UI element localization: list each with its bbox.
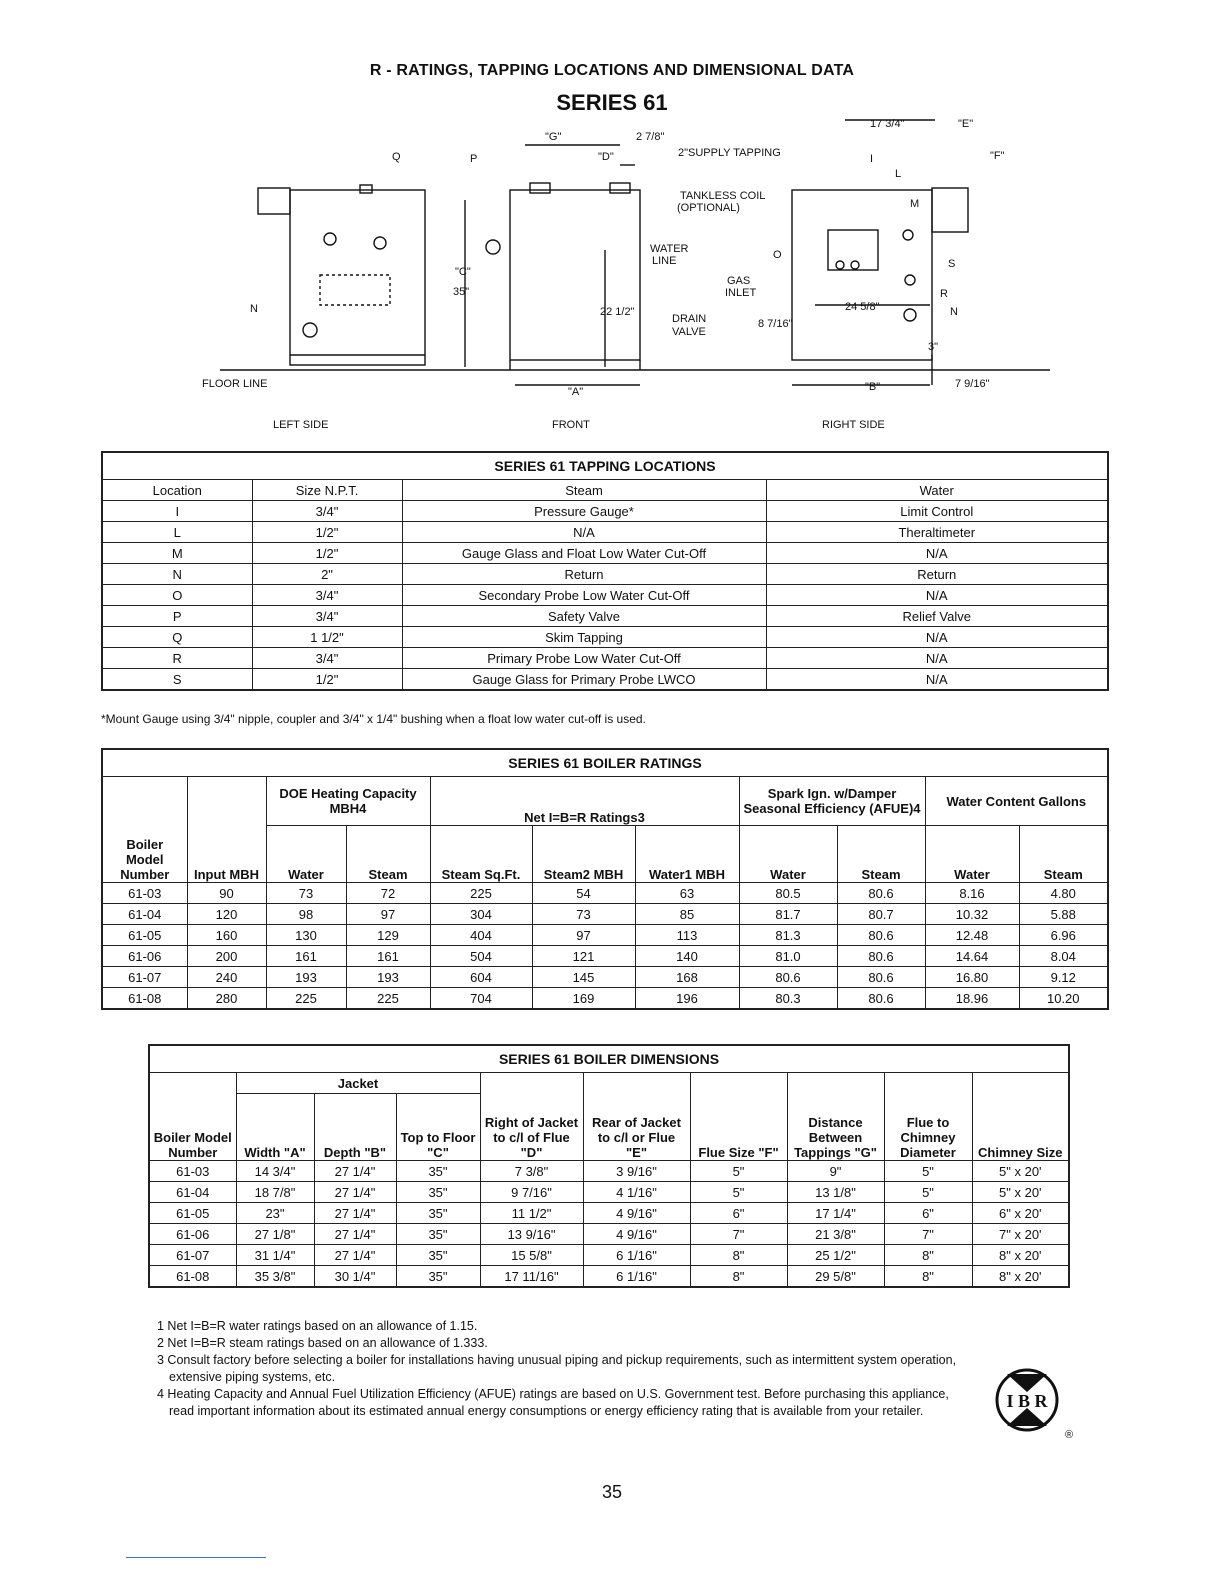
tapping-cell: 1 1/2" <box>252 627 402 648</box>
dim-a: "A" <box>568 386 584 398</box>
dimensions-cell: 61-07 <box>149 1245 236 1266</box>
dim-header-rear: Rear of Jacket to c/l or Flue "E" <box>583 1073 690 1161</box>
ratings-group-doe: DOE Heating Capacity MBH4 <box>266 777 430 826</box>
tankless-coil-label: TANKLESS COIL <box>680 190 766 202</box>
dimensions-caption: SERIES 61 BOILER DIMENSIONS <box>149 1045 1069 1073</box>
dimensions-cell: 15 5/8" <box>480 1245 583 1266</box>
dimensions-cell: 11 1/2" <box>480 1203 583 1224</box>
ratings-cell: 73 <box>532 904 635 925</box>
dimensions-cell: 5" <box>884 1161 972 1182</box>
dim-header-width: Width "A" <box>236 1094 314 1161</box>
tapping-row <box>102 501 1108 522</box>
tapping-row <box>102 564 1108 585</box>
tapping-cell: Primary Probe Low Water Cut-Off <box>402 648 766 669</box>
ratings-header-input: Input MBH <box>187 777 266 883</box>
ratings-cell: 240 <box>187 967 266 988</box>
ratings-header-doe-steam: Steam <box>346 826 430 883</box>
dim-b: "B" <box>865 381 881 393</box>
tapping-row <box>102 606 1108 627</box>
ratings-cell: 225 <box>430 883 532 904</box>
flue-collar-right <box>932 188 968 232</box>
tapping-cell: 1/2" <box>252 669 402 691</box>
tapping-cell: P <box>102 606 252 627</box>
ratings-cell: 61-07 <box>102 967 187 988</box>
footnote-2: 2 Net I=B=R steam ratings based on an allowance of 1.333. <box>157 1336 488 1350</box>
dimensions-cell: 61-03 <box>149 1161 236 1182</box>
tap-label-q: Q <box>392 151 401 163</box>
dimensions-row <box>149 1182 1069 1203</box>
tap-label-p: P <box>470 153 478 165</box>
ratings-cell: 160 <box>187 925 266 946</box>
dimensions-cell: 5" x 20' <box>972 1161 1069 1182</box>
tapping-cell: 2" <box>252 564 402 585</box>
tapping-cell: Limit Control <box>766 501 1108 522</box>
dimensions-cell: 61-08 <box>149 1266 236 1288</box>
dimensions-cell: 17 11/16" <box>480 1266 583 1288</box>
dimensions-cell: 3 9/16" <box>583 1161 690 1182</box>
dimensions-cell: 7" x 20' <box>972 1224 1069 1245</box>
tapping-cell: Pressure Gauge* <box>402 501 766 522</box>
dimensions-cell: 25 1/2" <box>787 1245 884 1266</box>
dimensions-cell: 13 9/16" <box>480 1224 583 1245</box>
dimensions-cell: 4 9/16" <box>583 1203 690 1224</box>
dim-header-distance: Distance Between Tappings "G" <box>787 1073 884 1161</box>
ratings-table <box>101 748 1109 1010</box>
ratings-cell: 145 <box>532 967 635 988</box>
series-title: SERIES 61 <box>556 90 668 115</box>
ratings-cell: 161 <box>266 946 346 967</box>
tapping-cell: R <box>102 648 252 669</box>
dimensions-cell: 5" <box>690 1182 787 1203</box>
ratings-row <box>102 925 1108 946</box>
dimensions-cell: 8" x 20' <box>972 1245 1069 1266</box>
tapping-cell: L <box>102 522 252 543</box>
tapping-header-size: Size N.P.T. <box>252 480 402 501</box>
boiler-diagram <box>180 115 1050 445</box>
ratings-cell: 196 <box>635 988 739 1010</box>
ratings-cell: 169 <box>532 988 635 1010</box>
ratings-header-afue-steam: Steam <box>837 826 925 883</box>
dim-c: "C" <box>455 266 471 278</box>
dimensions-cell: 8" <box>884 1245 972 1266</box>
ratings-cell: 113 <box>635 925 739 946</box>
dimensions-cell: 4 1/16" <box>583 1182 690 1203</box>
tapping-cell: N/A <box>766 627 1108 648</box>
dimensions-cell: 7" <box>884 1224 972 1245</box>
ratings-header-steam-sqft: Steam Sq.Ft. <box>430 826 532 883</box>
dimensions-cell: 5" <box>884 1182 972 1203</box>
dimensions-cell: 35" <box>396 1266 480 1288</box>
dimensions-cell: 27 1/4" <box>314 1203 396 1224</box>
dimensions-cell: 4 9/16" <box>583 1224 690 1245</box>
dimensions-cell: 27 1/4" <box>314 1224 396 1245</box>
drain-label: DRAIN <box>672 313 707 325</box>
dim-e: "E" <box>958 118 974 130</box>
dimensions-cell: 6" <box>690 1203 787 1224</box>
left-side-jacket <box>290 190 425 365</box>
ratings-row <box>102 946 1108 967</box>
tapping-row <box>102 669 1108 691</box>
ratings-cell: 168 <box>635 967 739 988</box>
tapping-row <box>102 648 1108 669</box>
gas-label: GAS <box>727 275 751 287</box>
ratings-cell: 80.5 <box>739 883 837 904</box>
tapping-cell: Return <box>402 564 766 585</box>
dimensions-cell: 6" <box>884 1203 972 1224</box>
tapping-cell: N/A <box>766 669 1108 691</box>
dimensions-cell: 17 1/4" <box>787 1203 884 1224</box>
ratings-cell: 90 <box>187 883 266 904</box>
tapping-cell: 3/4" <box>252 585 402 606</box>
ratings-cell: 72 <box>346 883 430 904</box>
tapping-cell: N/A <box>766 585 1108 606</box>
ratings-cell: 504 <box>430 946 532 967</box>
tap-label-n: N <box>250 303 258 315</box>
inlet-label: INLET <box>725 287 757 299</box>
tapping-cell: 3/4" <box>252 606 402 627</box>
dimensions-cell: 27 1/4" <box>314 1245 396 1266</box>
dim-7: 7 9/16" <box>955 378 990 390</box>
ratings-cell: 98 <box>266 904 346 925</box>
ratings-cell: 80.6 <box>739 967 837 988</box>
tapping-cell: Theraltimeter <box>766 522 1108 543</box>
dimensions-cell: 7 3/8" <box>480 1161 583 1182</box>
dim-header-right: Right of Jacket to c/l of Flue "D" <box>480 1073 583 1161</box>
dimensions-cell: 5" <box>690 1161 787 1182</box>
dimensions-cell: 7" <box>690 1224 787 1245</box>
dim-header-chimney-size: Chimney Size <box>972 1073 1069 1161</box>
tapping-header-steam: Steam <box>402 480 766 501</box>
ratings-cell: 193 <box>346 967 430 988</box>
front-jacket <box>510 190 640 360</box>
dimensions-cell: 61-05 <box>149 1203 236 1224</box>
ratings-cell: 16.80 <box>925 967 1019 988</box>
footnote-1: 1 Net I=B=R water ratings based on an allowance of 1.15. <box>157 1319 478 1333</box>
tapping-cell: Gauge Glass for Primary Probe LWCO <box>402 669 766 691</box>
dimensions-cell: 35" <box>396 1161 480 1182</box>
tapping-header-water: Water <box>766 480 1108 501</box>
ratings-cell: 81.0 <box>739 946 837 967</box>
ratings-cell: 5.88 <box>1019 904 1108 925</box>
dimensions-cell: 35" <box>396 1203 480 1224</box>
tapping-cell: 3/4" <box>252 648 402 669</box>
ratings-cell: 10.20 <box>1019 988 1108 1010</box>
dimensions-row <box>149 1161 1069 1182</box>
ratings-header-water-mbh: Water1 MBH <box>635 826 739 883</box>
dim-17: 17 3/4" <box>870 118 905 130</box>
valve-label: VALVE <box>672 326 706 338</box>
dimensions-cell: 8" <box>690 1266 787 1288</box>
dimensions-cell: 27 1/4" <box>314 1182 396 1203</box>
flue-collar-left <box>258 188 290 214</box>
dimensions-cell: 13 1/8" <box>787 1182 884 1203</box>
ratings-header-afue-water: Water <box>739 826 837 883</box>
dimensions-cell: 18 7/8" <box>236 1182 314 1203</box>
tapping-cell: Gauge Glass and Float Low Water Cut-Off <box>402 543 766 564</box>
dimensions-cell: 8" x 20' <box>972 1266 1069 1288</box>
ratings-cell: 61-04 <box>102 904 187 925</box>
dimensions-cell: 6 1/16" <box>583 1266 690 1288</box>
dim-group-jacket: Jacket <box>236 1073 480 1094</box>
dimensions-cell: 29 5/8" <box>787 1266 884 1288</box>
ratings-row <box>102 967 1108 988</box>
tapping-cell: Q <box>102 627 252 648</box>
ratings-cell: 304 <box>430 904 532 925</box>
dimensions-cell: 6" x 20' <box>972 1203 1069 1224</box>
ratings-row <box>102 883 1108 904</box>
footer-line <box>126 1557 266 1558</box>
ratings-cell: 61-08 <box>102 988 187 1010</box>
tap-label-o: O <box>773 249 782 261</box>
tapping-cell: N <box>102 564 252 585</box>
dimensions-cell: 35" <box>396 1245 480 1266</box>
ratings-row <box>102 904 1108 925</box>
tapping-cell: Safety Valve <box>402 606 766 627</box>
ratings-cell: 80.6 <box>837 946 925 967</box>
supply-tapping-label: 2"SUPPLY TAPPING <box>678 147 781 159</box>
ratings-cell: 704 <box>430 988 532 1010</box>
dimensions-cell: 8" <box>884 1266 972 1288</box>
ratings-cell: 121 <box>532 946 635 967</box>
tapping-row <box>102 522 1108 543</box>
ratings-cell: 10.32 <box>925 904 1019 925</box>
tapping-cell: Skim Tapping <box>402 627 766 648</box>
ratings-cell: 140 <box>635 946 739 967</box>
dimensions-cell: 21 3/8" <box>787 1224 884 1245</box>
dimensions-cell: 27 1/4" <box>314 1161 396 1182</box>
tapping-row <box>102 585 1108 606</box>
ratings-cell: 9.12 <box>1019 967 1108 988</box>
dimensions-cell: 61-04 <box>149 1182 236 1203</box>
dimensions-cell: 9" <box>787 1161 884 1182</box>
footnote-3: 3 Consult factory before selecting a boiler for installations having unusual piping and pickup requirements, such as intermittent system operation, extensive piping systems, etc. <box>157 1353 957 1384</box>
ratings-cell: 61-03 <box>102 883 187 904</box>
tap-label-m: M <box>910 198 920 210</box>
ratings-cell: 8.16 <box>925 883 1019 904</box>
tapping-cell: I <box>102 501 252 522</box>
tapping-cell: Return <box>766 564 1108 585</box>
ratings-cell: 225 <box>346 988 430 1010</box>
dimensions-cell: 14 3/4" <box>236 1161 314 1182</box>
tapping-note: *Mount Gauge using 3/4" nipple, coupler and 3/4" x 1/4" bushing when a float low water cut-off is used. <box>101 712 646 726</box>
ratings-cell: 85 <box>635 904 739 925</box>
ratings-cell: 81.7 <box>739 904 837 925</box>
line-label: LINE <box>652 255 677 267</box>
dimensions-cell: 27 1/8" <box>236 1224 314 1245</box>
dimensions-cell: 23" <box>236 1203 314 1224</box>
ibr-logo-text: I B R <box>1006 1391 1048 1411</box>
ratings-cell: 73 <box>266 883 346 904</box>
dimensions-cell: 30 1/4" <box>314 1266 396 1288</box>
dimensions-row <box>149 1266 1069 1288</box>
tapping-table <box>101 451 1109 691</box>
ratings-cell: 80.6 <box>837 883 925 904</box>
ratings-header-doe-water: Water <box>266 826 346 883</box>
dim-8: 8 7/16" <box>758 318 793 330</box>
tapping-cell: 1/2" <box>252 543 402 564</box>
ratings-caption: SERIES 61 BOILER RATINGS <box>102 749 1108 777</box>
tap-label-l: L <box>895 168 902 180</box>
dimensions-cell: 6 1/16" <box>583 1245 690 1266</box>
ratings-cell: 12.48 <box>925 925 1019 946</box>
ratings-cell: 120 <box>187 904 266 925</box>
dim-3: 3" <box>928 341 939 353</box>
dim-header-flue: Flue Size "F" <box>690 1073 787 1161</box>
ratings-cell: 200 <box>187 946 266 967</box>
dimensions-row <box>149 1224 1069 1245</box>
dimensions-cell: 8" <box>690 1245 787 1266</box>
ratings-cell: 54 <box>532 883 635 904</box>
dimensions-cell: 35" <box>396 1224 480 1245</box>
ratings-group-net: Net I=B=R Ratings3 <box>430 777 739 826</box>
tapping-cell: M <box>102 543 252 564</box>
ratings-cell: 225 <box>266 988 346 1010</box>
tap-label-r: R <box>940 288 948 300</box>
water-label: WATER <box>650 243 689 255</box>
dim-2-7-8: 2 7/8" <box>636 131 665 143</box>
ratings-cell: 280 <box>187 988 266 1010</box>
page-title: R - RATINGS, TAPPING LOCATIONS AND DIMENSIONAL DATA <box>369 62 855 79</box>
ratings-cell: 130 <box>266 925 346 946</box>
ratings-cell: 14.64 <box>925 946 1019 967</box>
ratings-cell: 97 <box>532 925 635 946</box>
ratings-header-steam-mbh: Steam2 MBH <box>532 826 635 883</box>
dim-g: "G" <box>545 131 562 143</box>
ibr-logo <box>985 1362 1075 1442</box>
ratings-cell: 80.6 <box>837 967 925 988</box>
tapping-cell: N/A <box>402 522 766 543</box>
tapping-cell: 1/2" <box>252 522 402 543</box>
tapping-cell: O <box>102 585 252 606</box>
dim-24: 24 5/8" <box>845 301 880 313</box>
dim-22: 22 1/2" <box>600 306 635 318</box>
tap-label-n-right: N <box>950 306 958 318</box>
dimensions-table <box>148 1044 1070 1288</box>
footnotes <box>157 1318 977 1420</box>
ratings-cell: 4.80 <box>1019 883 1108 904</box>
dim-f: "F" <box>990 150 1005 162</box>
ratings-cell: 63 <box>635 883 739 904</box>
tapping-cell: 3/4" <box>252 501 402 522</box>
tapping-caption: SERIES 61 TAPPING LOCATIONS <box>102 452 1108 480</box>
ratings-header-wc-steam: Steam <box>1019 826 1108 883</box>
dim-d: "D" <box>598 151 614 163</box>
ratings-cell: 61-05 <box>102 925 187 946</box>
tap-label-i: I <box>870 153 874 165</box>
ratings-cell: 80.3 <box>739 988 837 1010</box>
dim-header-chimney-dia: Flue to Chimney Diameter <box>884 1073 972 1161</box>
ratings-group-water-content: Water Content Gallons <box>925 777 1108 826</box>
tapping-row <box>102 627 1108 648</box>
dimensions-cell: 35 3/8" <box>236 1266 314 1288</box>
tap-label-s: S <box>948 258 956 270</box>
dim-header-top: Top to Floor "C" <box>396 1094 480 1161</box>
tapping-cell: S <box>102 669 252 691</box>
dimensions-cell: 9 7/16" <box>480 1182 583 1203</box>
ratings-header-model: Boiler Model Number <box>102 777 187 883</box>
dimensions-cell: 5" x 20' <box>972 1182 1069 1203</box>
tapping-cell: N/A <box>766 648 1108 669</box>
ratings-group-afue: Spark Ign. w/Damper Seasonal Efficiency (AFUE)4 <box>739 777 925 826</box>
ratings-cell: 6.96 <box>1019 925 1108 946</box>
tapping-cell: N/A <box>766 543 1108 564</box>
tapping-header-location: Location <box>102 480 252 501</box>
dimensions-row <box>149 1203 1069 1224</box>
floor-line-label: FLOOR LINE <box>202 378 268 390</box>
dimensions-cell: 61-06 <box>149 1224 236 1245</box>
view-right-side: RIGHT SIDE <box>822 419 885 431</box>
ratings-cell: 161 <box>346 946 430 967</box>
optional-label: (OPTIONAL) <box>677 202 740 214</box>
ratings-cell: 80.6 <box>837 925 925 946</box>
tapping-cell: Secondary Probe Low Water Cut-Off <box>402 585 766 606</box>
ratings-cell: 61-06 <box>102 946 187 967</box>
footnote-4: 4 Heating Capacity and Annual Fuel Utilization Efficiency (AFUE) ratings are based on U.S. Government test. Before purchasing this appliance, read important information about its estimated annual energy consumptions or energy efficiency rating that is available from your retailer. <box>157 1387 949 1418</box>
ratings-cell: 404 <box>430 925 532 946</box>
dim-header-depth: Depth "B" <box>314 1094 396 1161</box>
ratings-row <box>102 988 1108 1010</box>
ratings-cell: 193 <box>266 967 346 988</box>
dim-c-value: 35" <box>453 286 470 298</box>
page-number: 35 <box>601 1482 623 1502</box>
ratings-cell: 80.7 <box>837 904 925 925</box>
dimensions-cell: 35" <box>396 1182 480 1203</box>
dim-header-model: Boiler Model Number <box>149 1073 236 1161</box>
dimensions-cell: 31 1/4" <box>236 1245 314 1266</box>
ratings-cell: 8.04 <box>1019 946 1108 967</box>
ratings-cell: 81.3 <box>739 925 837 946</box>
ratings-cell: 18.96 <box>925 988 1019 1010</box>
ratings-cell: 604 <box>430 967 532 988</box>
ratings-header-wc-water: Water <box>925 826 1019 883</box>
tapping-cell: Relief Valve <box>766 606 1108 627</box>
view-left-side: LEFT SIDE <box>273 419 329 431</box>
tapping-row <box>102 543 1108 564</box>
view-front: FRONT <box>552 419 590 431</box>
dimensions-row <box>149 1245 1069 1266</box>
registered-mark: ® <box>1065 1429 1074 1441</box>
ratings-cell: 129 <box>346 925 430 946</box>
ratings-cell: 97 <box>346 904 430 925</box>
ratings-cell: 80.6 <box>837 988 925 1010</box>
